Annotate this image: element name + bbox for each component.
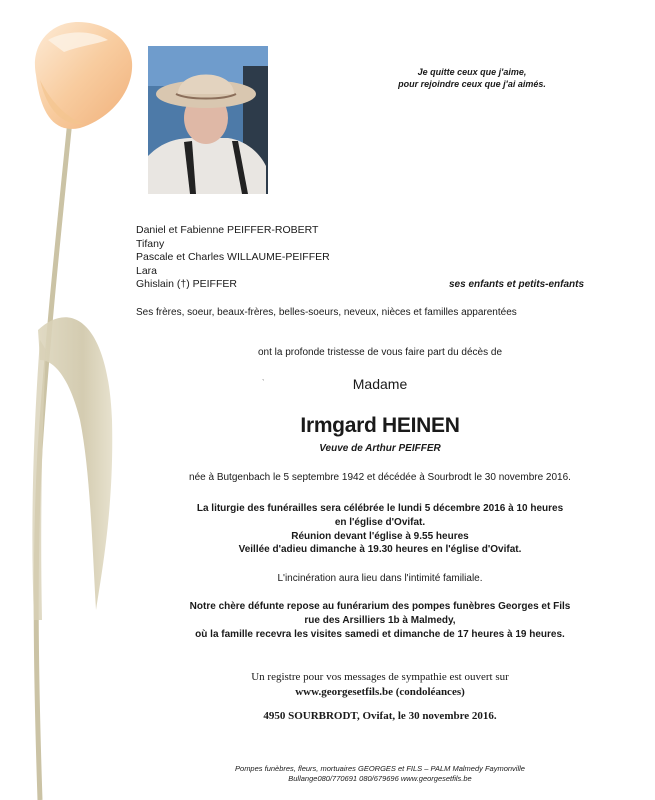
liturgy-line: en l'église d'Ovifat.: [334, 516, 426, 528]
footer-line: Pompes funèbres, fleurs, mortuaires GEORGES et FILS – PALM Malmedy Faymonville: [235, 764, 525, 773]
family-list: [136, 224, 330, 292]
liturgy-block: [100, 502, 655, 557]
footer: [100, 764, 655, 784]
liturgy-line: Veillée d'adieu dimanche à 19.30 heures en l'église d'Ovifat.: [238, 544, 522, 556]
cremation-line: L'incinération aura lieu dans l'intimité familiale.: [277, 573, 483, 584]
widow-of: Veuve de Arthur PEIFFER: [319, 443, 441, 454]
quote-line: pour rejoindre ceux que j'ai aimés.: [398, 79, 546, 89]
epitaph-quote: [362, 66, 582, 90]
family-member: Tifany: [136, 237, 165, 250]
deceased-name: Irmgard HEINEN: [300, 414, 460, 437]
relatives-line: Ses frères, soeur, beaux-frères, belles-soeurs, neveux, nièces et familles apparentées: [136, 307, 517, 318]
honorific: Madame: [352, 376, 408, 392]
repose-line: Notre chère défunte repose au funérarium des pompes funèbres Georges et Fils: [189, 601, 571, 612]
place-date: 4950 SOURBRODT, Ovifat, le 30 novembre 2016.: [263, 710, 497, 722]
quote-line: Je quitte ceux que j'aime,: [417, 67, 527, 77]
family-member: Ghislain (†) PEIFFER: [136, 278, 237, 291]
footer-line: Bullange080/770691 080/679696 www.georgesetfils.be: [288, 774, 472, 783]
tulip-leaf: [38, 317, 112, 610]
liturgy-line: Réunion devant l'église à 9.55 heures: [291, 530, 469, 542]
repose-line: rue des Arsilliers 1b à Malmedy,: [304, 614, 456, 626]
repose-block: [100, 600, 655, 641]
family-member: Pascale et Charles WILLAUME-PEIFFER: [136, 251, 330, 264]
announcement-intro: ont la profonde tristesse de vous faire part du décès de: [257, 347, 503, 358]
family-member: Lara: [136, 264, 158, 277]
children-tag: ses enfants et petits-enfants: [449, 279, 585, 290]
registry-block: [100, 670, 655, 699]
registry-link[interactable]: www.georgesetfils.be (condoléances): [295, 685, 465, 698]
portrait-photo: [148, 46, 268, 194]
birth-death-line: née à Butgenbach le 5 septembre 1942 et décédée à Sourbrodt le 30 novembre 2016.: [189, 472, 571, 483]
liturgy-line: La liturgie des funérailles sera célébrée le lundi 5 décembre 2016 à 10 heures: [196, 503, 564, 514]
family-member: Daniel et Fabienne PEIFFER-ROBERT: [136, 224, 319, 236]
scan-mark: ˎ: [262, 372, 265, 381]
registry-line: Un registre pour vos messages de sympathie est ouvert sur: [251, 671, 509, 683]
repose-line: où la famille recevra les visites samedi et dimanche de 17 heures à 19 heures.: [195, 628, 565, 640]
